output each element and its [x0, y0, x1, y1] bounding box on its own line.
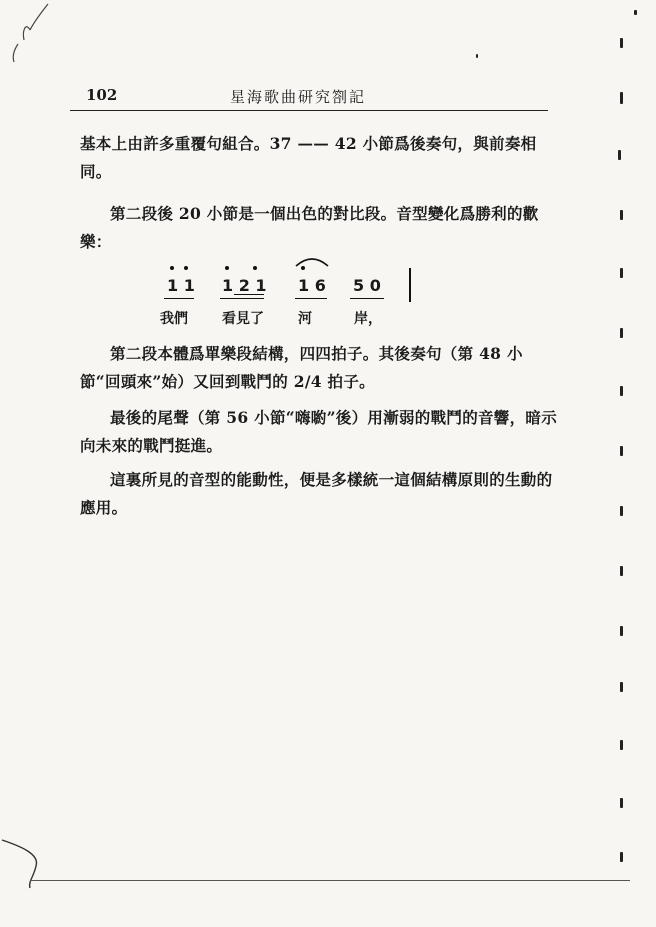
binding-hole-mark: [620, 328, 623, 338]
binding-hole-mark: [634, 10, 637, 15]
page-corner-mark: [0, 0, 60, 70]
paragraph: 第二段後 20 小節是一個出色的對比段。音型變化爲勝利的歡樂：: [80, 204, 539, 251]
beam-line: [234, 294, 264, 295]
octave-dot: [170, 266, 174, 270]
binding-hole-mark: [620, 92, 623, 104]
binding-hole-mark: [620, 38, 623, 48]
beam-line: [220, 298, 264, 299]
paragraph: 最後的尾聲（第 56 小節“嗨喲”後）用漸弱的戰鬥的音響，暗示向未來的戰鬥挺進。: [80, 408, 557, 455]
note-group-2: 1 2 1: [222, 276, 267, 295]
binding-hole-mark: [620, 626, 623, 636]
slur-mark: [294, 254, 330, 268]
note-group-4: 5 0: [353, 276, 381, 295]
binding-hole-mark: [620, 852, 623, 862]
binding-hole-mark: [620, 506, 623, 516]
speck-mark: [476, 54, 478, 58]
paragraph: 這裏所見的音型的能動性，便是多樣統一這個結構原則的生動的應用。: [80, 470, 553, 517]
binding-hole-mark: [620, 798, 623, 808]
note-group-1: 1 1: [167, 276, 195, 295]
page-number: 102: [86, 86, 118, 104]
page-edge-curl: [0, 830, 50, 890]
paragraph: 基本上由許多重覆句組合。37 —— 42 小節爲後奏句，與前奏相同。: [80, 134, 537, 181]
binding-hole-mark: [620, 446, 623, 456]
bar-line: [409, 268, 411, 302]
octave-dot: [184, 266, 188, 270]
lyric: 我們: [160, 311, 188, 327]
binding-hole-mark: [620, 740, 623, 750]
beam-line: [164, 298, 194, 299]
octave-dot: [225, 266, 229, 270]
note-group-3: 1 6: [298, 276, 326, 295]
octave-dot: [301, 266, 305, 270]
beam-line: [295, 298, 327, 299]
binding-hole-mark: [620, 386, 623, 396]
header-rule: [70, 110, 548, 111]
lyric: 河: [298, 311, 312, 327]
beam-line: [350, 298, 384, 299]
page-header: [70, 86, 540, 108]
page-bottom-edge: [30, 880, 630, 881]
paragraph: 第二段本體爲單樂段結構，四四拍子。其後奏句（第 48 小節“回頭來”始）又回到戰鬥的 2/4 拍子。: [80, 344, 523, 391]
binding-hole-mark: [620, 210, 623, 220]
running-title: 星海歌曲研究劄記: [230, 88, 367, 106]
lyric: 岸，: [354, 311, 382, 327]
binding-hole-mark: [620, 682, 623, 692]
lyric: 看見了: [222, 311, 264, 327]
binding-hole-mark: [620, 566, 623, 576]
binding-hole-mark: [618, 150, 621, 160]
octave-dot: [253, 266, 257, 270]
binding-hole-mark: [620, 268, 623, 278]
